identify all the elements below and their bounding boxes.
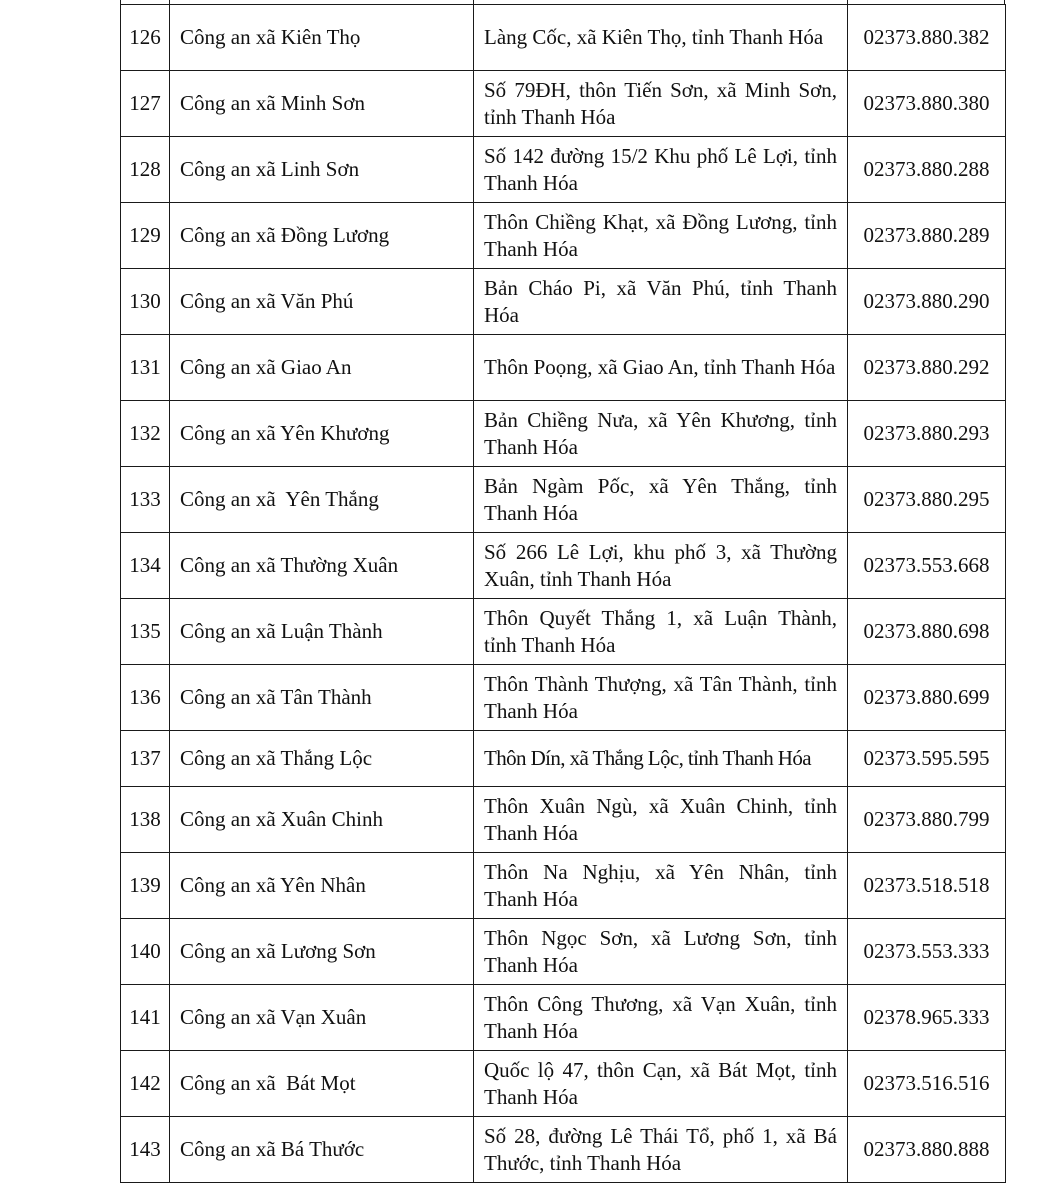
table-row — [121, 1051, 1006, 1117]
unit-phone: 02373.880.799 — [848, 787, 1006, 853]
table-row — [121, 71, 1006, 137]
table-row — [121, 533, 1006, 599]
unit-address: Số 142 đường 15/2 Khu phố Lê Lợi, tỉnh Thanh Hóa — [474, 137, 848, 203]
unit-phone: 02373.880.292 — [848, 335, 1006, 401]
table-row — [121, 731, 1006, 787]
unit-name: Công an xã Thường Xuân — [170, 533, 474, 599]
table-row — [121, 401, 1006, 467]
table-row — [121, 467, 1006, 533]
unit-name: Công an xã Yên Nhân — [170, 853, 474, 919]
unit-name: Công an xã Đồng Lương — [170, 203, 474, 269]
row-number: 136 — [121, 665, 170, 731]
unit-address: Quốc lộ 47, thôn Cạn, xã Bát Mọt, tỉnh Thanh Hóa — [474, 1051, 848, 1117]
unit-address: Thôn Poọng, xã Giao An, tỉnh Thanh Hóa — [474, 335, 848, 401]
unit-name: Công an xã Bá Thước — [170, 1117, 474, 1183]
unit-name: Công an xã Linh Sơn — [170, 137, 474, 203]
table-row — [121, 203, 1006, 269]
row-number: 128 — [121, 137, 170, 203]
unit-address: Số 266 Lê Lợi, khu phố 3, xã Thường Xuân, tỉnh Thanh Hóa — [474, 533, 848, 599]
unit-address: Bản Chiềng Nưa, xã Yên Khương, tỉnh Thanh Hóa — [474, 401, 848, 467]
unit-address: Thôn Thành Thượng, xã Tân Thành, tỉnh Thanh Hóa — [474, 665, 848, 731]
row-number: 127 — [121, 71, 170, 137]
unit-address: Thôn Na Nghịu, xã Yên Nhân, tỉnh Thanh Hóa — [474, 853, 848, 919]
unit-phone: 02373.595.595 — [848, 731, 1006, 787]
row-number: 130 — [121, 269, 170, 335]
unit-address: Số 79ĐH, thôn Tiến Sơn, xã Minh Sơn, tỉnh Thanh Hóa — [474, 71, 848, 137]
unit-address: Thôn Dín, xã Thắng Lộc, tỉnh Thanh Hóa — [474, 731, 848, 787]
unit-phone: 02373.880.382 — [848, 5, 1006, 71]
unit-name: Công an xã Xuân Chinh — [170, 787, 474, 853]
unit-name: Công an xã Yên Thắng — [170, 467, 474, 533]
unit-address: Thôn Quyết Thắng 1, xã Luận Thành, tỉnh Thanh Hóa — [474, 599, 848, 665]
unit-name: Công an xã Giao An — [170, 335, 474, 401]
row-number: 137 — [121, 731, 170, 787]
unit-name: Công an xã Tân Thành — [170, 665, 474, 731]
unit-address: Thôn Chiềng Khạt, xã Đồng Lương, tỉnh Thanh Hóa — [474, 203, 848, 269]
unit-address: Thôn Ngọc Sơn, xã Lương Sơn, tỉnh Thanh Hóa — [474, 919, 848, 985]
unit-address: Bản Ngàm Pốc, xã Yên Thắng, tỉnh Thanh Hóa — [474, 467, 848, 533]
unit-name: Công an xã Vạn Xuân — [170, 985, 474, 1051]
row-number: 131 — [121, 335, 170, 401]
unit-phone: 02373.880.289 — [848, 203, 1006, 269]
unit-address: Số 28, đường Lê Thái Tổ, phố 1, xã Bá Thước, tỉnh Thanh Hóa — [474, 1117, 848, 1183]
unit-phone: 02373.880.888 — [848, 1117, 1006, 1183]
table-row — [121, 665, 1006, 731]
row-number: 134 — [121, 533, 170, 599]
table-row — [121, 985, 1006, 1051]
row-number: 132 — [121, 401, 170, 467]
unit-address: Thôn Xuân Ngù, xã Xuân Chinh, tỉnh Thanh Hóa — [474, 787, 848, 853]
unit-phone: 02373.880.293 — [848, 401, 1006, 467]
unit-phone: 02373.553.668 — [848, 533, 1006, 599]
unit-phone: 02378.965.333 — [848, 985, 1006, 1051]
table-row — [121, 335, 1006, 401]
row-number: 140 — [121, 919, 170, 985]
row-number: 135 — [121, 599, 170, 665]
table-row — [121, 599, 1006, 665]
row-number: 142 — [121, 1051, 170, 1117]
unit-phone: 02373.553.333 — [848, 919, 1006, 985]
unit-name: Công an xã Lương Sơn — [170, 919, 474, 985]
unit-phone: 02373.518.518 — [848, 853, 1006, 919]
unit-phone: 02373.880.699 — [848, 665, 1006, 731]
unit-name: Công an xã Văn Phú — [170, 269, 474, 335]
unit-name: Công an xã Luận Thành — [170, 599, 474, 665]
unit-phone: 02373.880.698 — [848, 599, 1006, 665]
unit-phone: 02373.880.288 — [848, 137, 1006, 203]
table-row — [121, 269, 1006, 335]
table-row — [121, 1117, 1006, 1183]
row-number: 143 — [121, 1117, 170, 1183]
unit-name: Công an xã Yên Khương — [170, 401, 474, 467]
unit-phone: 02373.880.290 — [848, 269, 1006, 335]
unit-phone: 02373.880.295 — [848, 467, 1006, 533]
row-number: 139 — [121, 853, 170, 919]
table-row — [121, 853, 1006, 919]
unit-name: Công an xã Kiên Thọ — [170, 5, 474, 71]
row-number: 133 — [121, 467, 170, 533]
police-contact-table — [120, 4, 1006, 1183]
unit-address: Làng Cốc, xã Kiên Thọ, tỉnh Thanh Hóa — [474, 5, 848, 71]
unit-name: Công an xã Minh Sơn — [170, 71, 474, 137]
row-number: 138 — [121, 787, 170, 853]
unit-address: Thôn Công Thương, xã Vạn Xuân, tỉnh Thanh Hóa — [474, 985, 848, 1051]
table-row — [121, 787, 1006, 853]
unit-address: Bản Cháo Pi, xã Văn Phú, tỉnh Thanh Hóa — [474, 269, 848, 335]
unit-phone: 02373.516.516 — [848, 1051, 1006, 1117]
unit-name: Công an xã Bát Mọt — [170, 1051, 474, 1117]
table-row — [121, 919, 1006, 985]
row-number: 126 — [121, 5, 170, 71]
table-row — [121, 5, 1006, 71]
row-number: 141 — [121, 985, 170, 1051]
row-number: 129 — [121, 203, 170, 269]
unit-name: Công an xã Thắng Lộc — [170, 731, 474, 787]
unit-phone: 02373.880.380 — [848, 71, 1006, 137]
table-row — [121, 137, 1006, 203]
